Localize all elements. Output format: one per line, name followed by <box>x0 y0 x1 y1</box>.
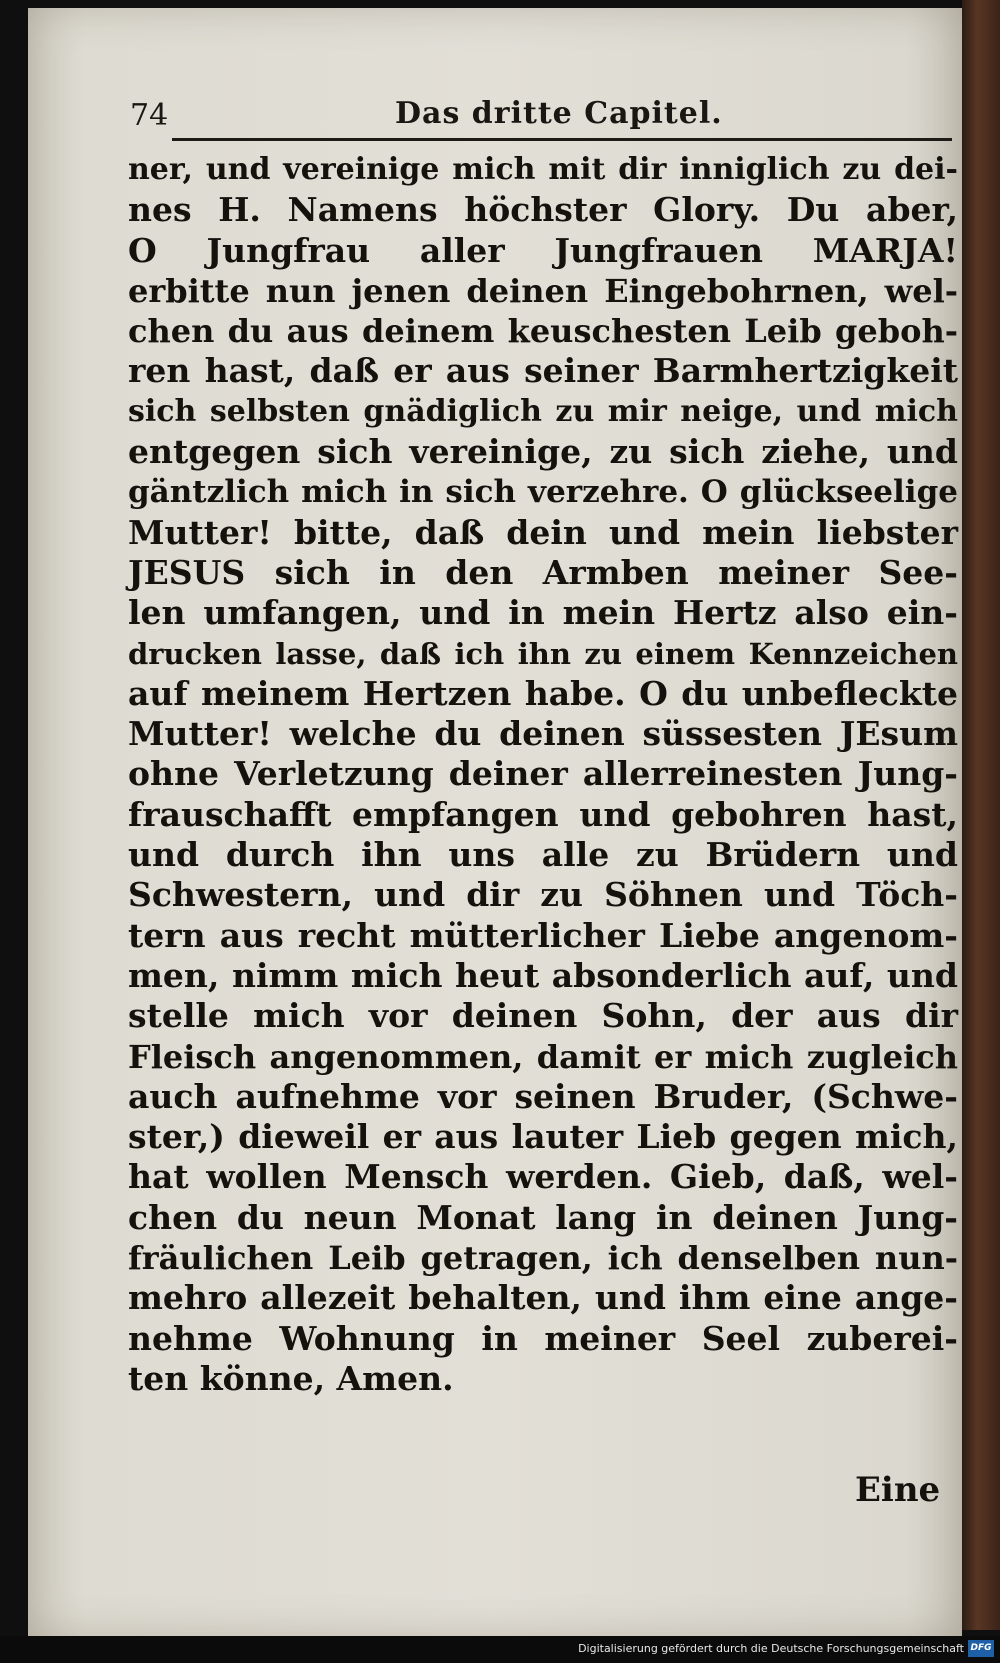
text-line: nehme Wohnung in meiner Seel zuberei- <box>128 1318 958 1358</box>
text-line: hat wollen Mensch werden. Gieb, daß, wel- <box>128 1157 958 1197</box>
text-line: len umfangen, und in mein Hertz also ein- <box>128 593 958 633</box>
text-line: ten könne, Amen. <box>128 1358 454 1398</box>
text-line: mehro allezeit behalten, und ihm eine ange- <box>128 1278 958 1318</box>
text-line: JESUS sich in den Armben meiner See- <box>128 552 958 592</box>
text-line: men, nimm mich heut absonderlich auf, und <box>128 955 958 995</box>
text-line: Schwestern, und dir zu Söhnen und Töch- <box>128 875 958 915</box>
text-line: ster,) dieweil er aus lauter Lieb gegen mich, <box>128 1117 958 1157</box>
digitization-credit: Digitalisierung gefördert durch die Deutsche Forschungsgemeinschaft <box>578 1642 964 1655</box>
text-line: und durch ihn uns alle zu Brüdern und <box>128 835 958 875</box>
text-line: ner, und vereinige mich mit dir inniglich zu dei- <box>128 152 958 187</box>
text-line: tern aus recht mütterlicher Liebe angenom- <box>128 915 958 955</box>
text-line: auch aufnehme vor seinen Bruder, (Schwe- <box>128 1076 958 1116</box>
text-line: sich selbsten gnädiglich zu mir neige, und mich <box>128 393 958 429</box>
dfg-logo-icon: DFG <box>968 1640 994 1657</box>
text-line: entgegen sich vereinige, zu sich ziehe, und <box>128 432 958 472</box>
text-line: ren hast, daß er aus seiner Barmhertzigkeit <box>128 351 958 391</box>
text-line: O Jungfrau aller Jungfrauen MARJA! <box>128 230 958 270</box>
text-line: ohne Verletzung deiner allerreinesten Jung- <box>128 754 958 794</box>
text-line: fräulichen Leib getragen, ich denselben nun- <box>128 1239 958 1278</box>
text-line: chen du neun Monat lang in deinen Jung- <box>128 1197 958 1237</box>
text-line: nes H. Namens höchster Glory. Du aber, <box>128 190 958 230</box>
footer-bar <box>0 1636 1000 1663</box>
text-line: gäntzlich mich in sich verzehre. O glückseelige <box>128 474 958 511</box>
text-line: chen du aus deinem keuschesten Leib geboh- <box>128 312 958 351</box>
text-line: erbitte nun jenen deinen Eingebohrnen, wel- <box>128 271 958 310</box>
catchword: Eine <box>855 1470 941 1510</box>
text-line: Mutter! bitte, daß dein und mein liebster <box>128 512 958 552</box>
text-line: Mutter! welche du deinen süssesten JEsum <box>128 714 958 754</box>
text-line: frauschafft empfangen und gebohren hast, <box>128 794 958 834</box>
header-rule <box>172 138 952 141</box>
running-title: Das dritte Capitel. <box>395 96 723 131</box>
text-line: auf meinem Hertzen habe. O du unbefleckte <box>128 673 958 713</box>
text-line: Fleisch angenommen, damit er mich zugleich <box>128 1037 958 1076</box>
text-line: stelle mich vor deinen Sohn, der aus dir <box>128 996 958 1036</box>
text-line: drucken lasse, daß ich ihn zu einem Kennzeichen <box>128 636 958 671</box>
body-text <box>128 150 958 1399</box>
book-spine-edge <box>962 0 1000 1630</box>
page-number: 74 <box>130 98 169 133</box>
page-header <box>130 96 960 144</box>
